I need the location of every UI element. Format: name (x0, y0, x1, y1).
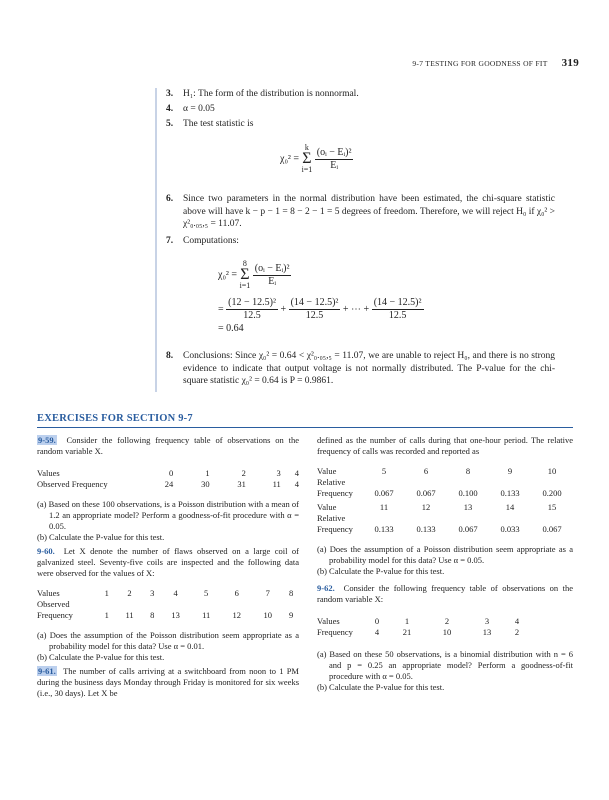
table-row (317, 466, 573, 477)
exercise-text: Let X denote the number of flaws observed on a large coil of galvanized steel. Seventy-five coils are inspected and the following data were observed for the values of X: (37, 546, 299, 578)
exercise-text: Consider the following frequency table of observations on the random variable X: (317, 583, 574, 604)
step-3 (166, 88, 555, 101)
cell: 4 (294, 479, 299, 489)
step-text: α = 0.05 (183, 104, 215, 114)
cell: 4 (294, 468, 299, 478)
ellipsis-terms: + ⋯ + (342, 304, 370, 315)
step-number: 8. (166, 351, 174, 361)
cell: 4 (173, 588, 178, 598)
cell: 2 (514, 627, 520, 637)
cell: 0.100 (458, 488, 478, 498)
exercise-9-61-continued: defined as the number of calls during that one-hour period. The relative frequency of calls was recorded and reported as (317, 435, 573, 456)
table-row (317, 499, 573, 513)
row-label: Observed (37, 599, 70, 609)
cell: 2 (127, 588, 132, 598)
cell: 7 (265, 588, 270, 598)
fraction (289, 297, 341, 322)
exercise-part-b: (b) Calculate the P-value for this test. (37, 652, 165, 662)
row-label: Value (317, 466, 337, 476)
exercise-part-b: (b) Calculate the P-value for this test. (317, 566, 445, 576)
computation-expansion (218, 297, 424, 322)
sigma-symbol: Σ (240, 266, 250, 283)
row-label: Values (37, 588, 60, 598)
cell: 11 (272, 479, 281, 489)
step-number: 4. (166, 104, 174, 114)
exercise-part-a: (a) Based on these 100 observations, is a Poisson distribution with a mean of 1.2 an appropriate model? Perform a goodness-of-fit procedure with α = 0.05. (37, 499, 299, 531)
exercise-number: 9-61. (38, 666, 56, 676)
plus-sign: + (280, 304, 287, 315)
row-label: Values (37, 468, 60, 478)
exercise-9-59 (37, 435, 299, 457)
cell: 3 (150, 588, 155, 598)
table-row (37, 588, 299, 599)
row-label: Relative (317, 513, 346, 523)
cell: 1 (404, 616, 410, 626)
cell: 15 (547, 502, 557, 512)
step-text: Conclusions: Since χ₀² = 0.64 < χ²₀.₀₅,₅ = 11.07, we are unable to reject H₀, and there is no strong evidence to indicate that output voltage is not normally distributed. The P-value for the chi-square statistic χ₀² = 0.64 is P = 0.9861. (183, 351, 555, 386)
cell: 5 (204, 588, 209, 598)
cell: 0.133 (416, 524, 436, 534)
row-label: Frequency (317, 524, 353, 534)
table-row (317, 477, 573, 488)
example-side-rule (155, 88, 157, 392)
exercise-part-a: (a) Based on these 50 observations, is a binomial distribution with n = 6 and p = 0.25 an appropriate model? Perform a goodness-of-fit procedure with α = 0.05. (317, 649, 573, 681)
numerator: (12 − 12.5)² (228, 297, 276, 308)
running-header (412, 57, 579, 69)
computation-result: = 0.64 (218, 323, 244, 334)
sum-upper: 8 (242, 259, 247, 268)
exercise-9-61 (37, 666, 299, 699)
cell: 31 (237, 479, 246, 489)
numerator: (14 − 12.5)² (373, 297, 422, 308)
cell: 10 (547, 466, 557, 476)
cell: 21 (402, 627, 412, 637)
row-label: Relative (317, 477, 346, 487)
cell: 10 (263, 610, 273, 620)
step-text: The test statistic is (183, 119, 254, 129)
page-number: 319 (561, 57, 579, 69)
cell: 3 (276, 468, 281, 478)
table-9-60 (37, 588, 299, 621)
sum-lower: i=1 (239, 281, 251, 290)
cell: 13 (171, 610, 180, 620)
cell: 12 (421, 502, 431, 512)
exercise-number: 9-62. (317, 583, 335, 593)
cell: 9 (289, 610, 294, 620)
cell: 0.067 (458, 524, 478, 534)
cell: 14 (505, 502, 515, 512)
cell: 24 (164, 479, 174, 489)
left-column (37, 435, 299, 699)
table-row (317, 488, 573, 499)
table-row (317, 524, 573, 535)
sigma-symbol: Σ (302, 150, 312, 167)
exercise-text: The number of calls arriving at a switchboard from noon to 1 PM during the business days Monday through Friday is monitored for six weeks (i.e., 30 days). Let X be (37, 666, 299, 698)
cell: 3 (484, 616, 490, 626)
table-9-59 (37, 468, 299, 490)
row-label: Observed Frequency (37, 479, 108, 489)
cell: 11 (379, 502, 389, 512)
cell: 13 (463, 502, 473, 512)
cell: 10 (442, 627, 452, 637)
cell: 12 (232, 610, 241, 620)
row-label: Values (317, 616, 340, 626)
cell: 0.133 (500, 488, 520, 498)
sum-upper: k (304, 143, 309, 152)
cell: 0.133 (374, 524, 394, 534)
denominator: 12.5 (388, 310, 407, 321)
cell: 8 (465, 466, 471, 476)
row-label: Value (317, 502, 337, 512)
row-label: Frequency (317, 488, 353, 498)
cell: 11 (202, 610, 211, 620)
exercise-part-a: (a) Does the assumption of a Poisson distribution seem appropriate as a probability model for this data? Use α = 0.05. (317, 544, 573, 565)
cell: 30 (201, 479, 210, 489)
cell: 1 (205, 468, 210, 478)
exercise-text: Consider the following frequency table of observations on the random variable X. (37, 435, 300, 456)
step-7 (166, 235, 555, 248)
step-number: 6. (166, 194, 174, 204)
numerator: (14 − 12.5)² (290, 297, 339, 308)
cell: 8 (289, 588, 294, 598)
cell: 4 (374, 627, 380, 637)
fraction (226, 297, 278, 322)
cell: 9 (507, 466, 513, 476)
section-divider (37, 427, 573, 428)
step-number: 3. (166, 89, 174, 99)
running-title: 9-7 TESTING FOR GOODNESS OF FIT (412, 59, 548, 68)
denominator: 12.5 (305, 310, 324, 321)
right-column (317, 435, 573, 693)
fraction (253, 263, 292, 288)
equals-sign: = (218, 304, 224, 315)
row-label: Frequency (37, 610, 73, 620)
cell: 0.067 (374, 488, 394, 498)
step-4 (166, 103, 555, 116)
step-number: 5. (166, 119, 174, 129)
step-text: Since two parameters in the normal distribution have been estimated, the chi-square statistic above will have k − p − 1 = 8 − 2 − 1 = 5 degrees of freedom. Therefore, we will reject H₀ if χ₀² > χ²₀.₀₅,₅ = 11.07. (183, 194, 555, 229)
exercise-9-60 (37, 546, 299, 579)
table-row (317, 627, 527, 638)
table-row (37, 479, 299, 490)
exercise-9-62 (317, 583, 573, 605)
cell: 5 (381, 466, 387, 476)
step-8 (166, 350, 555, 388)
table-row (37, 599, 299, 610)
table-9-61 (317, 466, 573, 535)
eq-lhs: χ₀² = (218, 269, 238, 281)
table-row (37, 610, 299, 621)
computation-equation (218, 260, 291, 290)
cell: 13 (482, 627, 492, 637)
summation (302, 144, 313, 174)
cell: 0.200 (542, 488, 562, 498)
test-statistic-equation (280, 144, 353, 174)
step-text: H₁: The form of the distribution is nonnormal. (183, 89, 359, 99)
cell: 11 (125, 610, 134, 620)
exercise-number: 9-59. (38, 435, 56, 445)
table-row (37, 468, 299, 479)
cell: 2 (241, 468, 246, 478)
cell: 1 (104, 588, 109, 598)
denominator: Eᵢ (330, 159, 339, 171)
cell: 0 (374, 616, 380, 626)
step-number: 7. (166, 236, 174, 246)
row-label: Frequency (317, 627, 353, 637)
table-9-62 (317, 616, 527, 638)
numerator: (oᵢ − Eᵢ)² (254, 262, 290, 274)
exercise-part-b: (b) Calculate the P-value for this test. (37, 532, 165, 542)
cell: 2 (444, 616, 450, 626)
exercises-section-title: EXERCISES FOR SECTION 9-7 (37, 413, 193, 424)
table-row (317, 616, 527, 627)
cell: 0 (169, 468, 174, 478)
step-text: Computations: (183, 236, 239, 246)
fraction (315, 147, 354, 172)
eq-lhs: χ₀² = (280, 153, 300, 165)
exercise-part-a: (a) Does the assumption of the Poisson distribution seem appropriate as a probability model for this data? Use α = 0.01. (37, 630, 299, 651)
cell: 8 (150, 610, 155, 620)
cell: 6 (234, 588, 239, 598)
cell: 0.067 (542, 524, 562, 534)
numerator: (oᵢ − Eᵢ)² (316, 146, 352, 158)
summation (240, 260, 251, 290)
cell: 0.033 (500, 524, 520, 534)
cell: 6 (423, 466, 429, 476)
denominator: Eᵢ (268, 275, 277, 287)
cell: 4 (514, 616, 520, 626)
step-5 (166, 118, 555, 131)
cell: 1 (104, 610, 109, 620)
denominator: 12.5 (243, 310, 261, 321)
fraction (372, 297, 424, 322)
table-row (317, 513, 573, 524)
exercise-part-b: (b) Calculate the P-value for this test. (317, 682, 445, 692)
cell: 0.067 (416, 488, 436, 498)
exercise-number: 9-60. (37, 546, 55, 556)
step-6 (166, 193, 555, 231)
sum-lower: i=1 (301, 165, 313, 174)
